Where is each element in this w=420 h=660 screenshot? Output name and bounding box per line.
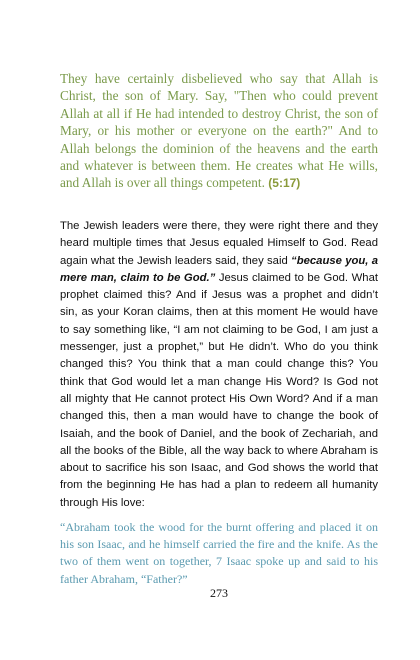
quran-quote-text: They have certainly disbelieved who say that Allah is Christ, the son of Mary. Say, "Then who could prevent Allah at all if He had intended to destroy Christ, the son of Mary, or his mother or everyone on the earth?" And to Allah belongs the dominion of the heavens and the earth and whatever is between them. He creates what He wills, and Allah is over all things competent. [60, 71, 378, 191]
body-text-before: The Jewish leaders were there, they were right there and they heard multiple times that Jesus equaled Himself to God. Read again what the Jewish leaders said, they said [60, 220, 378, 267]
body-text-after: Jesus claimed to be God. What prophet claimed this? And if Jesus was a prophet and didn’t sin, as your Koran claims, then at this moment He would have to say something like, “I am not claiming to be God, I am just a messenger, just a prophet,” but He didn’t. Who do you think changed this? You think that a man could change this? You think that God would let a man change His Word? Is God not all mighty that He cannot protect His Own Word? And if a man changed this, then a man would have to change the book of Isaiah, and the book of Daniel, and the book of Zechariah, and all the books of the Bible, all the way back to where Abraham is about to sacrifice his son Isaac, and God shows the world that from the beginning He has had a plan to redeem all humanity through His love: [60, 271, 378, 509]
bible-quote: “Abraham took the wood for the burnt offering and placed it on his son Isaac, and he himself carried the fire and the knife. As the two of them went on together, 7 Isaac spoke up and said to his father Abraham, “Father?” [60, 520, 378, 586]
quran-quote [60, 70, 378, 193]
body-paragraph [60, 218, 378, 512]
body-emphasis: “because you, a mere man, claim to be God.” [60, 254, 378, 284]
quran-reference: (5:17) [268, 176, 301, 191]
page-number: 273 [210, 586, 228, 600]
